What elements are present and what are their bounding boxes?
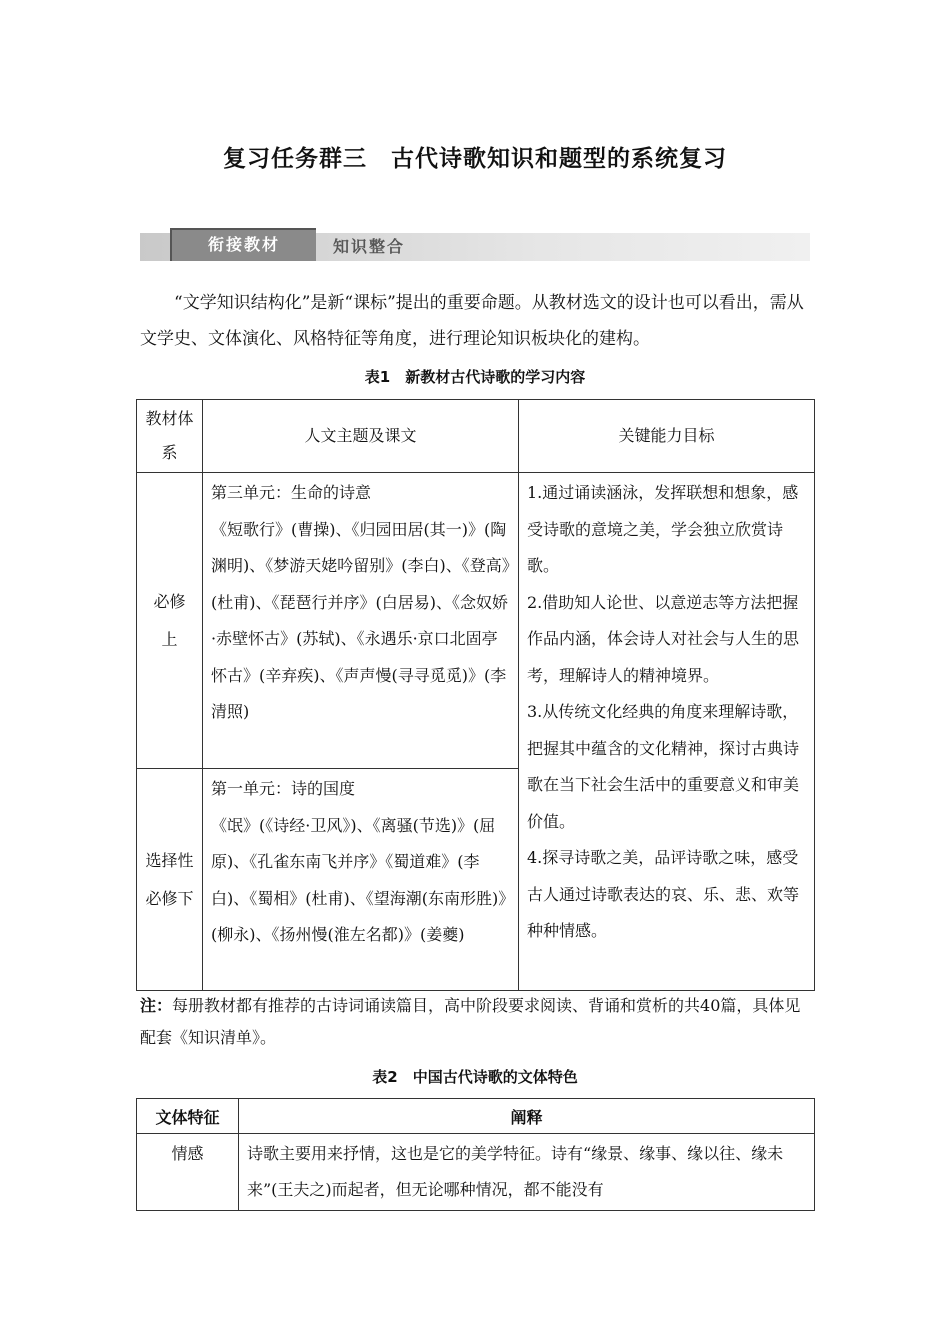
table2-header-row bbox=[137, 1099, 815, 1134]
banner-tag-label: 衔接教材 bbox=[207, 235, 280, 254]
section-banner bbox=[140, 228, 810, 264]
table2 bbox=[136, 1098, 815, 1211]
banner-subtitle: 知识整合 bbox=[333, 237, 406, 256]
texts-list: 《氓》(《诗经·卫风》)、《离骚(节选)》(屈原)、《孔雀东南飞并序》《蜀道难》(李白)、《蜀相》(杜甫)、《望海潮(东南形胜)》(柳永)、《扬州慢(淮左名都)》(姜夔) bbox=[211, 815, 507, 944]
note-label: 注： bbox=[140, 996, 173, 1015]
table1 bbox=[136, 399, 815, 991]
page-title: 复习任务群三 古代诗歌知识和题型的系统复习 bbox=[223, 146, 727, 172]
table1-header-row bbox=[137, 400, 815, 473]
header-cell: 关键能力目标 bbox=[519, 400, 815, 473]
unit-title: 第三单元：生命的诗意 bbox=[211, 483, 372, 502]
table1-caption: 表1 新教材古代诗歌的学习内容 bbox=[364, 368, 586, 386]
ability-item: 3.从传统文化经典的角度来理解诗歌，把握其中蕴含的文化精神，探讨古典诗歌在当下社会生活中的重要意义和审美价值。 bbox=[527, 702, 800, 831]
ability-item: 4.探寻诗歌之美，品评诗歌之味，感受古人通过诗歌表达的哀、乐、悲、欢等种种情感。 bbox=[527, 848, 800, 940]
table-row bbox=[137, 473, 815, 769]
system-cell bbox=[137, 769, 203, 991]
system-label: 选择性必修下 bbox=[145, 850, 194, 908]
texts-cell bbox=[203, 473, 519, 769]
header-cell: 教材体系 bbox=[137, 400, 203, 473]
feature-cell: 情感 bbox=[137, 1134, 239, 1211]
explanation-cell: 诗歌主要用来抒情，这也是它的美学特征。诗有“缘景、缘事、缘以往、缘未来”(王夫之)而起者，但无论哪种情况，都不能没有 bbox=[239, 1134, 815, 1211]
header-cell: 阐释 bbox=[239, 1099, 815, 1134]
table-row bbox=[137, 1134, 815, 1211]
texts-list: 《短歌行》(曹操)、《归园田居(其一)》(陶渊明)、《梦游天姥吟留别》(李白)、《登高》(杜甫)、《琵琶行并序》(白居易)、《念奴娇·赤壁怀古》(苏轼)、《永遇乐·京口北固亭怀古》(辛弃疾)、《声声慢(寻寻觅觅)》(李清照) bbox=[211, 519, 510, 721]
abilities-cell bbox=[519, 473, 815, 991]
ability-item: 1.通过诵读涵泳，发挥联想和想象，感受诗歌的意境之美，学会独立欣赏诗歌。 bbox=[527, 483, 799, 575]
ability-item: 2.借助知人论世、以意逆志等方法把握作品内涵，体会诗人对社会与人生的思考，理解诗人的精神境界。 bbox=[527, 592, 800, 685]
intro-paragraph: “文学知识结构化”是新“课标”提出的重要命题。从教材选文的设计也可以看出，需从文学史、文体演化、风格特征等角度，进行理论知识板块化的建构。 bbox=[140, 293, 804, 349]
system-cell bbox=[137, 473, 203, 769]
header-cell: 人文主题及课文 bbox=[203, 400, 519, 473]
banner-tag bbox=[170, 228, 316, 261]
table2-caption: 表2 中国古代诗歌的文体特色 bbox=[372, 1068, 578, 1086]
system-label: 必修上 bbox=[153, 591, 186, 649]
table1-note bbox=[140, 990, 816, 1054]
unit-title: 第一单元：诗的国度 bbox=[211, 779, 356, 798]
note-text: 每册教材都有推荐的古诗词诵读篇目，高中阶段要求阅读、背诵和赏析的共40篇，具体见配套《知识清单》。 bbox=[140, 996, 801, 1047]
texts-cell bbox=[203, 769, 519, 991]
header-cell: 文体特征 bbox=[137, 1099, 239, 1134]
